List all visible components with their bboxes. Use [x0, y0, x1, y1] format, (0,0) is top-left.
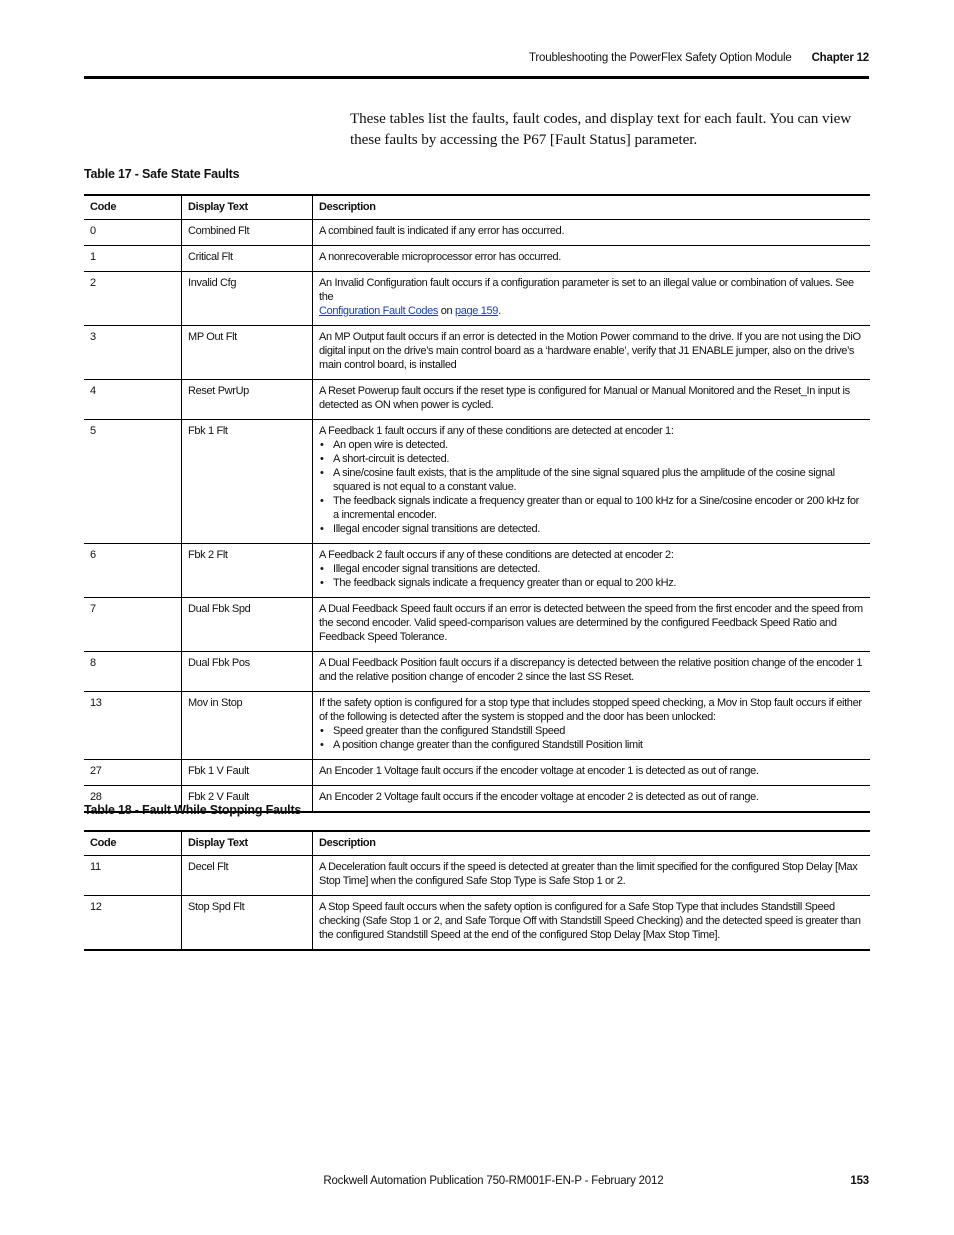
- table-row: [84, 420, 870, 544]
- fault-code: 28: [90, 791, 102, 803]
- list-item: • The feedback signals indicate a frequency greater than or equal to 100 kHz for a Sine/cosine encoder or 200 kHz for a incremental encoder.: [333, 494, 864, 522]
- table18-title: Table 18 - Fault While Stopping Faults: [84, 803, 302, 817]
- list-item: • Speed greater than the configured Standstill Speed: [333, 724, 864, 738]
- fault-code: 3: [90, 331, 96, 343]
- fault-code: 13: [90, 697, 102, 709]
- table-row: [84, 652, 870, 692]
- fault-display-text: Fbk 1 V Fault: [182, 760, 313, 786]
- fault-code: 5: [90, 425, 96, 437]
- table-row: [84, 896, 870, 951]
- column-header-display-text: Display Text: [182, 195, 313, 220]
- fault-code: 4: [90, 385, 96, 397]
- fault-display-text: Critical Flt: [182, 246, 313, 272]
- condition-list: [319, 438, 864, 536]
- fault-description: A Deceleration fault occurs if the speed is detected at greater than the limit specified for the configured Stop Delay [Max Stop Time] when the configured Safe Stop Type is Safe Stop 1 or 2.: [313, 856, 871, 896]
- fault-description: An MP Output fault occurs if an error is detected in the Motion Power command to the drive. If you are not using the DiO digital input on the drive’s main control board as a ‘hardware enable’, verify that J1 ENABLE jumper, also on the drive’s main control board, is installed: [313, 326, 871, 380]
- list-item: • A sine/cosine fault exists, that is the amplitude of the sine signal squared plus the amplitude of the cosine signal squared is not equal to a constant value.: [333, 466, 864, 494]
- fault-description: An Encoder 2 Voltage fault occurs if the encoder voltage at encoder 2 is detected as out of range.: [313, 786, 871, 813]
- table-row: [84, 220, 870, 246]
- safe-state-faults-table: [84, 194, 870, 813]
- description-text: A Feedback 2 fault occurs if any of these conditions are detected at encoder 2:: [319, 549, 674, 561]
- fault-display-text: Fbk 1 Flt: [182, 420, 313, 544]
- fault-code: 1: [90, 251, 96, 263]
- link-separator: on: [438, 305, 455, 317]
- page-footer: [84, 1175, 869, 1187]
- fault-display-text: Stop Spd Flt: [182, 896, 313, 951]
- fault-code: 8: [90, 657, 96, 669]
- description-text: An Invalid Configuration fault occurs if a configuration parameter is set to an illegal value or combination of values. See the: [319, 277, 854, 303]
- fault-display-text: Fbk 2 V Fault: [182, 786, 313, 813]
- list-item: • An open wire is detected.: [333, 438, 864, 452]
- table-row: [84, 380, 870, 420]
- fault-display-text: Decel Flt: [182, 856, 313, 896]
- fault-display-text: Dual Fbk Spd: [182, 598, 313, 652]
- list-item: • A short-circuit is detected.: [333, 452, 864, 466]
- fault-display-text: MP Out Flt: [182, 326, 313, 380]
- fault-code: 12: [90, 901, 102, 913]
- description-text: If the safety option is configured for a stop type that includes stopped speed checking, a Mov in Stop fault occurs if either of the following is detected after the system is stopped and the door has been unlocked:: [319, 697, 862, 723]
- table-row: [84, 272, 870, 326]
- table-row: [84, 692, 870, 760]
- table-row: [84, 598, 870, 652]
- fault-display-text: Invalid Cfg: [182, 272, 313, 326]
- list-item: • Illegal encoder signal transitions are detected.: [333, 562, 864, 576]
- column-header-code: Code: [90, 837, 117, 849]
- chapter-label: Chapter 12: [811, 52, 869, 64]
- fault-description: A Reset Powerup fault occurs if the reset type is configured for Manual or Manual Monitored and the Reset_In input is detected as ON when power is cycled.: [313, 380, 871, 420]
- fault-code: 7: [90, 603, 96, 615]
- fault-code: 11: [90, 861, 101, 873]
- fault-description: A Stop Speed fault occurs when the safety option is configured for a Safe Stop Type that includes Standstill Speed checking (Safe Stop 1 or 2, and Safe Torque Off with Standstill Speed Checking) and the detected speed is greater than the configured Standstill Speed at the end of the configured Stop Delay [Max Stop Time].: [313, 896, 871, 951]
- fault-code: 6: [90, 549, 96, 561]
- section-title: Troubleshooting the PowerFlex Safety Option Module: [529, 52, 792, 64]
- intro-paragraph: These tables list the faults, fault codes, and display text for each fault. You can view these faults by accessing the P67 [Fault Status] parameter.: [350, 110, 852, 148]
- fault-display-text: Dual Fbk Pos: [182, 652, 313, 692]
- fault-description: [313, 692, 871, 760]
- condition-list: [319, 724, 864, 752]
- fault-description: An Encoder 1 Voltage fault occurs if the encoder voltage at encoder 1 is detected as out of range.: [313, 760, 871, 786]
- table-header-row: [84, 831, 870, 856]
- fault-description: A Dual Feedback Position fault occurs if a discrepancy is detected between the relative position change of the encoder 1 and the relative position change of encoder 2 since the last SS Reset.: [313, 652, 871, 692]
- column-header-code: Code: [90, 201, 117, 213]
- table-row: [84, 856, 870, 896]
- fault-description: A Dual Feedback Speed fault occurs if an error is detected between the speed from the first encoder and the speed from the second encoder. Valid speed-comparison values are determined by the configured Feedback Speed Ratio and Feedback Speed Tolerance.: [313, 598, 871, 652]
- fault-description: A nonrecoverable microprocessor error has occurred.: [313, 246, 871, 272]
- fault-while-stopping-table: [84, 830, 870, 951]
- page-number: 153: [850, 1175, 869, 1187]
- list-item: • A position change greater than the configured Standstill Position limit: [333, 738, 864, 752]
- table-row: [84, 326, 870, 380]
- table17-title: Table 17 - Safe State Faults: [84, 167, 240, 181]
- fault-code: 2: [90, 277, 96, 289]
- column-header-display-text: Display Text: [182, 831, 313, 856]
- table-row: [84, 544, 870, 598]
- column-header-description: Description: [313, 831, 871, 856]
- list-item: • Illegal encoder signal transitions are detected.: [333, 522, 864, 536]
- table-row: [84, 760, 870, 786]
- fault-description: [313, 272, 871, 326]
- page-159-link[interactable]: page 159: [455, 305, 499, 317]
- description-text: A Feedback 1 fault occurs if any of these conditions are detected at encoder 1:: [319, 425, 674, 437]
- period: .: [498, 305, 501, 317]
- column-header-description: Description: [313, 195, 871, 220]
- fault-display-text: Mov in Stop: [182, 692, 313, 760]
- configuration-fault-codes-link[interactable]: Configuration Fault Codes: [319, 305, 439, 317]
- table-header-row: [84, 195, 870, 220]
- condition-list: [319, 562, 864, 590]
- fault-code: 27: [90, 765, 102, 777]
- fault-description: A combined fault is indicated if any error has occurred.: [313, 220, 871, 246]
- publication-info: Rockwell Automation Publication 750-RM001F-EN-P - February 2012: [323, 1175, 664, 1187]
- page-header: [84, 52, 869, 79]
- fault-display-text: Fbk 2 Flt: [182, 544, 313, 598]
- fault-display-text: Combined Flt: [182, 220, 313, 246]
- fault-display-text: Reset PwrUp: [182, 380, 313, 420]
- fault-description: [313, 544, 871, 598]
- fault-code: 0: [90, 225, 96, 237]
- list-item: • The feedback signals indicate a frequency greater than or equal to 200 kHz.: [333, 576, 864, 590]
- fault-description: [313, 420, 871, 544]
- table-row: [84, 246, 870, 272]
